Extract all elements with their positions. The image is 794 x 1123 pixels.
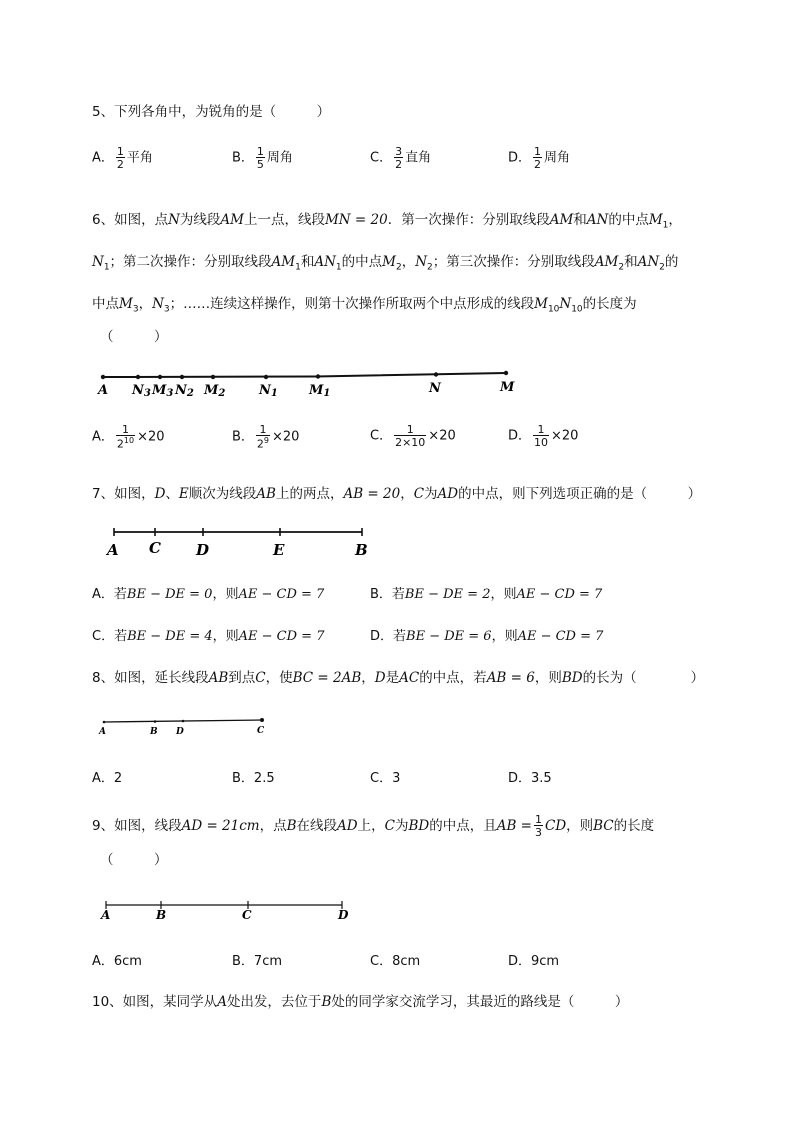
point-label: A <box>107 541 119 559</box>
point-label: A <box>98 383 109 398</box>
q6-line-2: $N_1$；第二次操作：分别取线段$AM_1$和$AN_1$的中点$M_2$，$N_2$；第三次操作：分别取线段$AM_2$和$AN_2$的 <box>92 254 679 273</box>
q6-answer-paren: （ ） <box>100 329 168 345</box>
point-label: D <box>338 908 349 922</box>
point-label: D <box>176 727 184 737</box>
point-label: M <box>500 380 515 395</box>
point-label: C <box>242 908 252 922</box>
q7-figure <box>104 524 374 564</box>
q8-option-d[interactable]: D．3.5 <box>508 771 552 786</box>
q9-stem: 9、如图，线段AD = 21cm，点B在线段AD上，C为BD的中点，且AB = $\frac{1}{3}$ CD，则BC的长度 <box>92 813 655 839</box>
q9-option-a[interactable]: A．6cm <box>92 954 142 969</box>
q6-line-1: 6、如图，点N为线段AM上一点，线段MN = 20．第一次操作：分别取线段AM和AN的中点$M_1$， <box>92 212 682 231</box>
q6-figure <box>96 365 526 399</box>
q5-option-b[interactable]: B． $\frac{1}{5}$ 周角 <box>232 145 293 171</box>
point-label: E <box>273 541 285 559</box>
q10-stem: 10、如图，某同学从A处出发，去位于B处的同学家交流学习，其最近的路线是（ ） <box>92 994 629 1010</box>
point-label: A <box>99 727 106 737</box>
q5-stem: 5、下列各角中，为锐角的是（ ） <box>92 104 331 120</box>
q6-option-d[interactable]: D． $\frac{1}{10}$ ×20 <box>508 423 579 449</box>
q8-stem: 8、如图，延长线段AB到点C，使BC = 2AB，D是AC的中点，若AB = 6，则BD的长为（ ） <box>92 670 705 686</box>
point-label: C <box>257 726 265 736</box>
q5-option-d[interactable]: D． $\frac{1}{2}$ 周角 <box>508 145 571 171</box>
q6-option-b[interactable]: B． $\frac{1}{2^9}$ ×20 <box>232 423 300 451</box>
point-label: N1 <box>259 383 278 399</box>
q9-option-c[interactable]: C．8cm <box>370 954 421 969</box>
q9-option-b[interactable]: B．7cm <box>232 954 283 969</box>
q6-line-3: 中点$M_3$，$N_3$；……连续这样操作，则第十次操作所取两个中点形成的线段$M_{10}N_{10}$的长度为 <box>92 296 637 315</box>
point-label: B <box>156 908 167 922</box>
point-label: M1 <box>309 383 331 399</box>
q8-figure <box>96 710 276 740</box>
q7-stem: 7、如图，D、E顺次为线段AB上的两点，AB = 20，C为AD的中点，则下列选项正确的是（ ） <box>92 486 702 502</box>
q6-option-c[interactable]: C． $\frac{1}{2\times 10}$ ×20 <box>370 423 456 449</box>
q9-figure <box>98 896 358 922</box>
q9-option-d[interactable]: D．9cm <box>508 954 560 969</box>
q7-option-b[interactable]: B．若BE − DE = 2，则AE − CD = 7 <box>370 587 603 602</box>
q9-answer-paren: （ ） <box>100 852 168 868</box>
point-label: A <box>101 908 111 922</box>
q5-option-a[interactable]: A． $\frac{1}{2}$ 平角 <box>92 145 153 171</box>
q7-option-c[interactable]: C．若BE − DE = 4，则AE − CD = 7 <box>92 629 325 644</box>
point-label: C <box>149 539 161 557</box>
q8-option-a[interactable]: A．2 <box>92 771 123 786</box>
point-label: B <box>150 727 158 737</box>
point-label: N <box>429 381 441 396</box>
q6-option-a[interactable]: A． $\frac{1}{2^{10}}$ ×20 <box>92 423 165 451</box>
q5-option-c[interactable]: C． $\frac{3}{2}$ 直角 <box>370 145 432 171</box>
q7-option-a[interactable]: A．若BE − DE = 0，则AE − CD = 7 <box>92 587 325 602</box>
point-label: M2 <box>204 383 226 399</box>
point-label: N2 <box>175 383 194 399</box>
point-label: D <box>196 541 210 559</box>
point-label: M3 <box>152 383 174 399</box>
point-label: N3 <box>132 383 151 399</box>
q8-option-b[interactable]: B．2.5 <box>232 771 275 786</box>
point-label: B <box>355 541 368 559</box>
q6-segment <box>103 373 506 377</box>
q8-option-c[interactable]: C．3 <box>370 771 401 786</box>
q7-option-d[interactable]: D．若BE − DE = 6，则AE − CD = 7 <box>370 629 604 644</box>
